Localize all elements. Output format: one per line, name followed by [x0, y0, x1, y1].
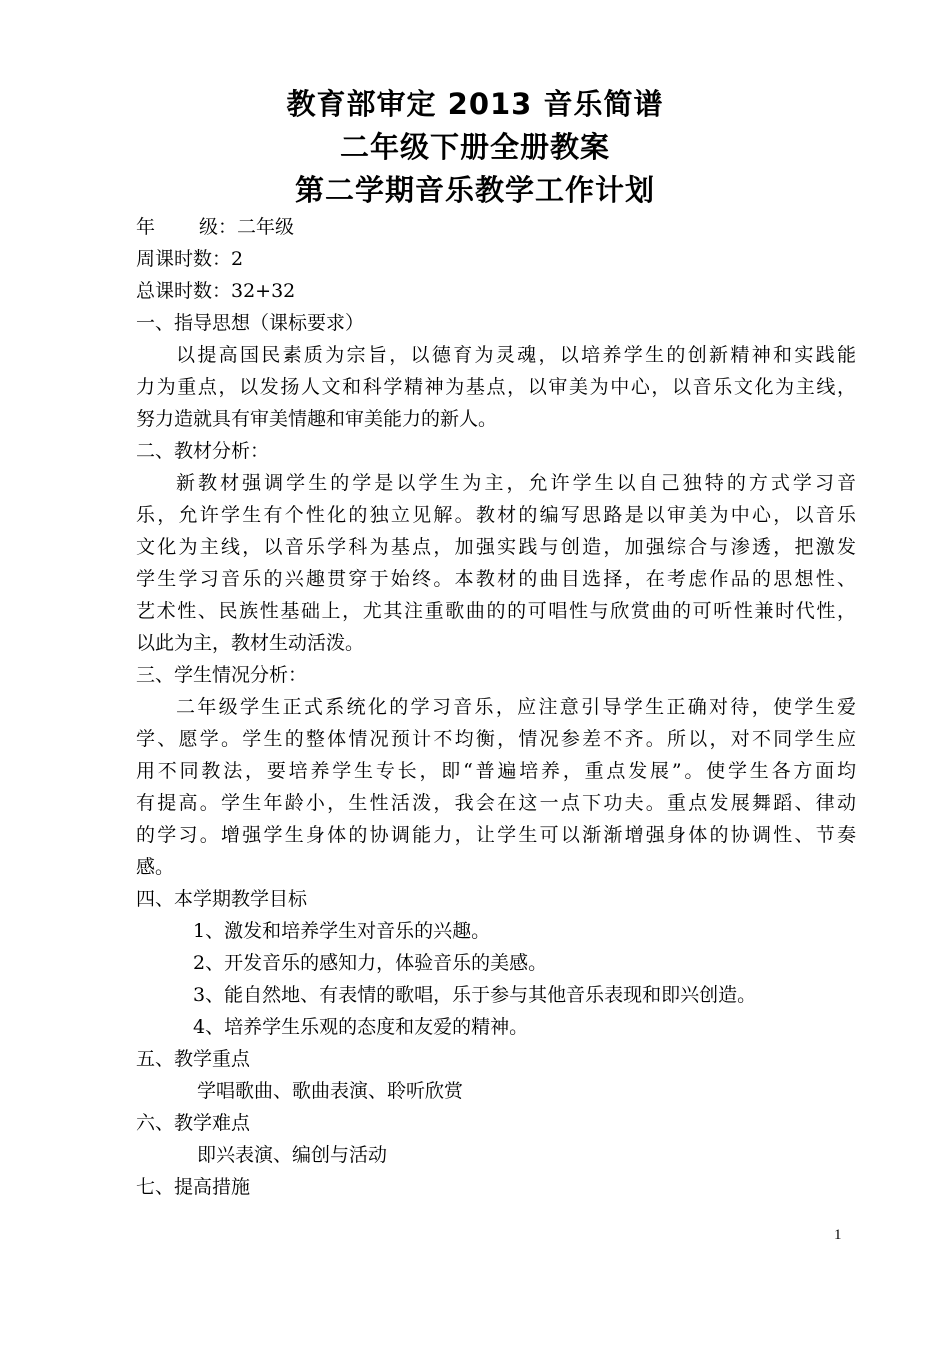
document-body — [136, 211, 856, 1203]
section-2-line: 新教材强调学生的学是以学生为主，允许学生以自己独特的方式学习音 — [176, 472, 856, 494]
goal-item: 4、培养学生乐观的态度和友爱的精神。 — [193, 1016, 529, 1038]
section-3-line: 的学习。增强学生身体的协调能力，让学生可以渐渐增强身体的协调性、节奏 — [136, 824, 856, 846]
section-5-heading: 五、教学重点 — [136, 1048, 251, 1070]
section-2-line: 学生学习音乐的兴趣贯穿于始终。本教材的曲目选择，在考虑作品的思想性、 — [136, 568, 856, 590]
grade-value: 二年级 — [237, 216, 295, 238]
section-3-line: 有提高。学生年龄小，生性活泼，我会在这一点下功夫。重点发展舞蹈、律动 — [136, 792, 856, 814]
section-2-line: 艺术性、民族性基础上，尤其注重歌曲的的可唱性与欣赏曲的可听性兼时代性， — [136, 600, 856, 622]
section-3-line: 学、愿学。学生的整体情况预计不均衡，情况参差不齐。所以，对不同学生应 — [136, 728, 856, 750]
grade-line — [136, 211, 856, 243]
title-line-3: 第二学期音乐教学工作计划 — [294, 173, 655, 207]
section-3-heading: 三、学生情况分析： — [136, 664, 308, 686]
section-5-text: 学唱歌曲、歌曲表演、聆听欣赏 — [197, 1080, 464, 1102]
section-2-line: 文化为主线，以音乐学科为基点，加强实践与创造，加强综合与渗透，把激发 — [136, 536, 856, 558]
section-2-heading: 二、教材分析： — [136, 440, 270, 462]
goal-item: 3、能自然地、有表情的歌唱，乐于参与其他音乐表现和即兴创造。 — [193, 984, 757, 1006]
section-4-heading: 四、本学期教学目标 — [136, 888, 308, 910]
grade-label-a: 年 — [136, 216, 156, 238]
section-6-text: 即兴表演、编创与活动 — [197, 1144, 388, 1166]
goal-item: 1、激发和培养学生对音乐的兴趣。 — [193, 920, 491, 942]
section-2-line: 以此为主，教材生动活泼。 — [136, 632, 365, 654]
title-line-1: 教育部审定 2013 音乐简谱 — [286, 87, 664, 121]
section-1-line: 力为重点，以发扬人文和科学精神为基点，以审美为中心，以音乐文化为主线， — [136, 376, 856, 398]
total-hours: 总课时数：32+32 — [136, 280, 296, 302]
section-6-heading: 六、教学难点 — [136, 1112, 251, 1134]
section-3-line: 二年级学生正式系统化的学习音乐，应注意引导学生正确对待，使学生爱 — [176, 696, 856, 718]
section-1-heading: 一、指导思想（课标要求） — [136, 312, 365, 334]
title-line-2: 二年级下册全册教案 — [339, 130, 610, 164]
goal-item: 2、开发音乐的感知力，体验音乐的美感。 — [193, 952, 548, 974]
section-2-line: 乐，允许学生有个性化的独立见解。教材的编写思路是以审美为中心，以音乐 — [136, 504, 856, 526]
page-number: 1 — [834, 1227, 842, 1243]
section-3-line: 感。 — [136, 856, 175, 878]
grade-label-b: 级： — [199, 216, 238, 238]
section-3-line: 用不同教法，要培养学生专长，即“普遍培养，重点发展”。使学生各方面均 — [136, 760, 856, 782]
weekly-hours: 周课时数：2 — [136, 248, 244, 270]
section-1-line: 努力造就具有审美情趣和审美能力的新人。 — [136, 408, 498, 430]
section-1-line: 以提高国民素质为宗旨，以德育为灵魂，以培养学生的创新精神和实践能 — [176, 344, 856, 366]
section-7-heading: 七、提高措施 — [136, 1176, 251, 1198]
